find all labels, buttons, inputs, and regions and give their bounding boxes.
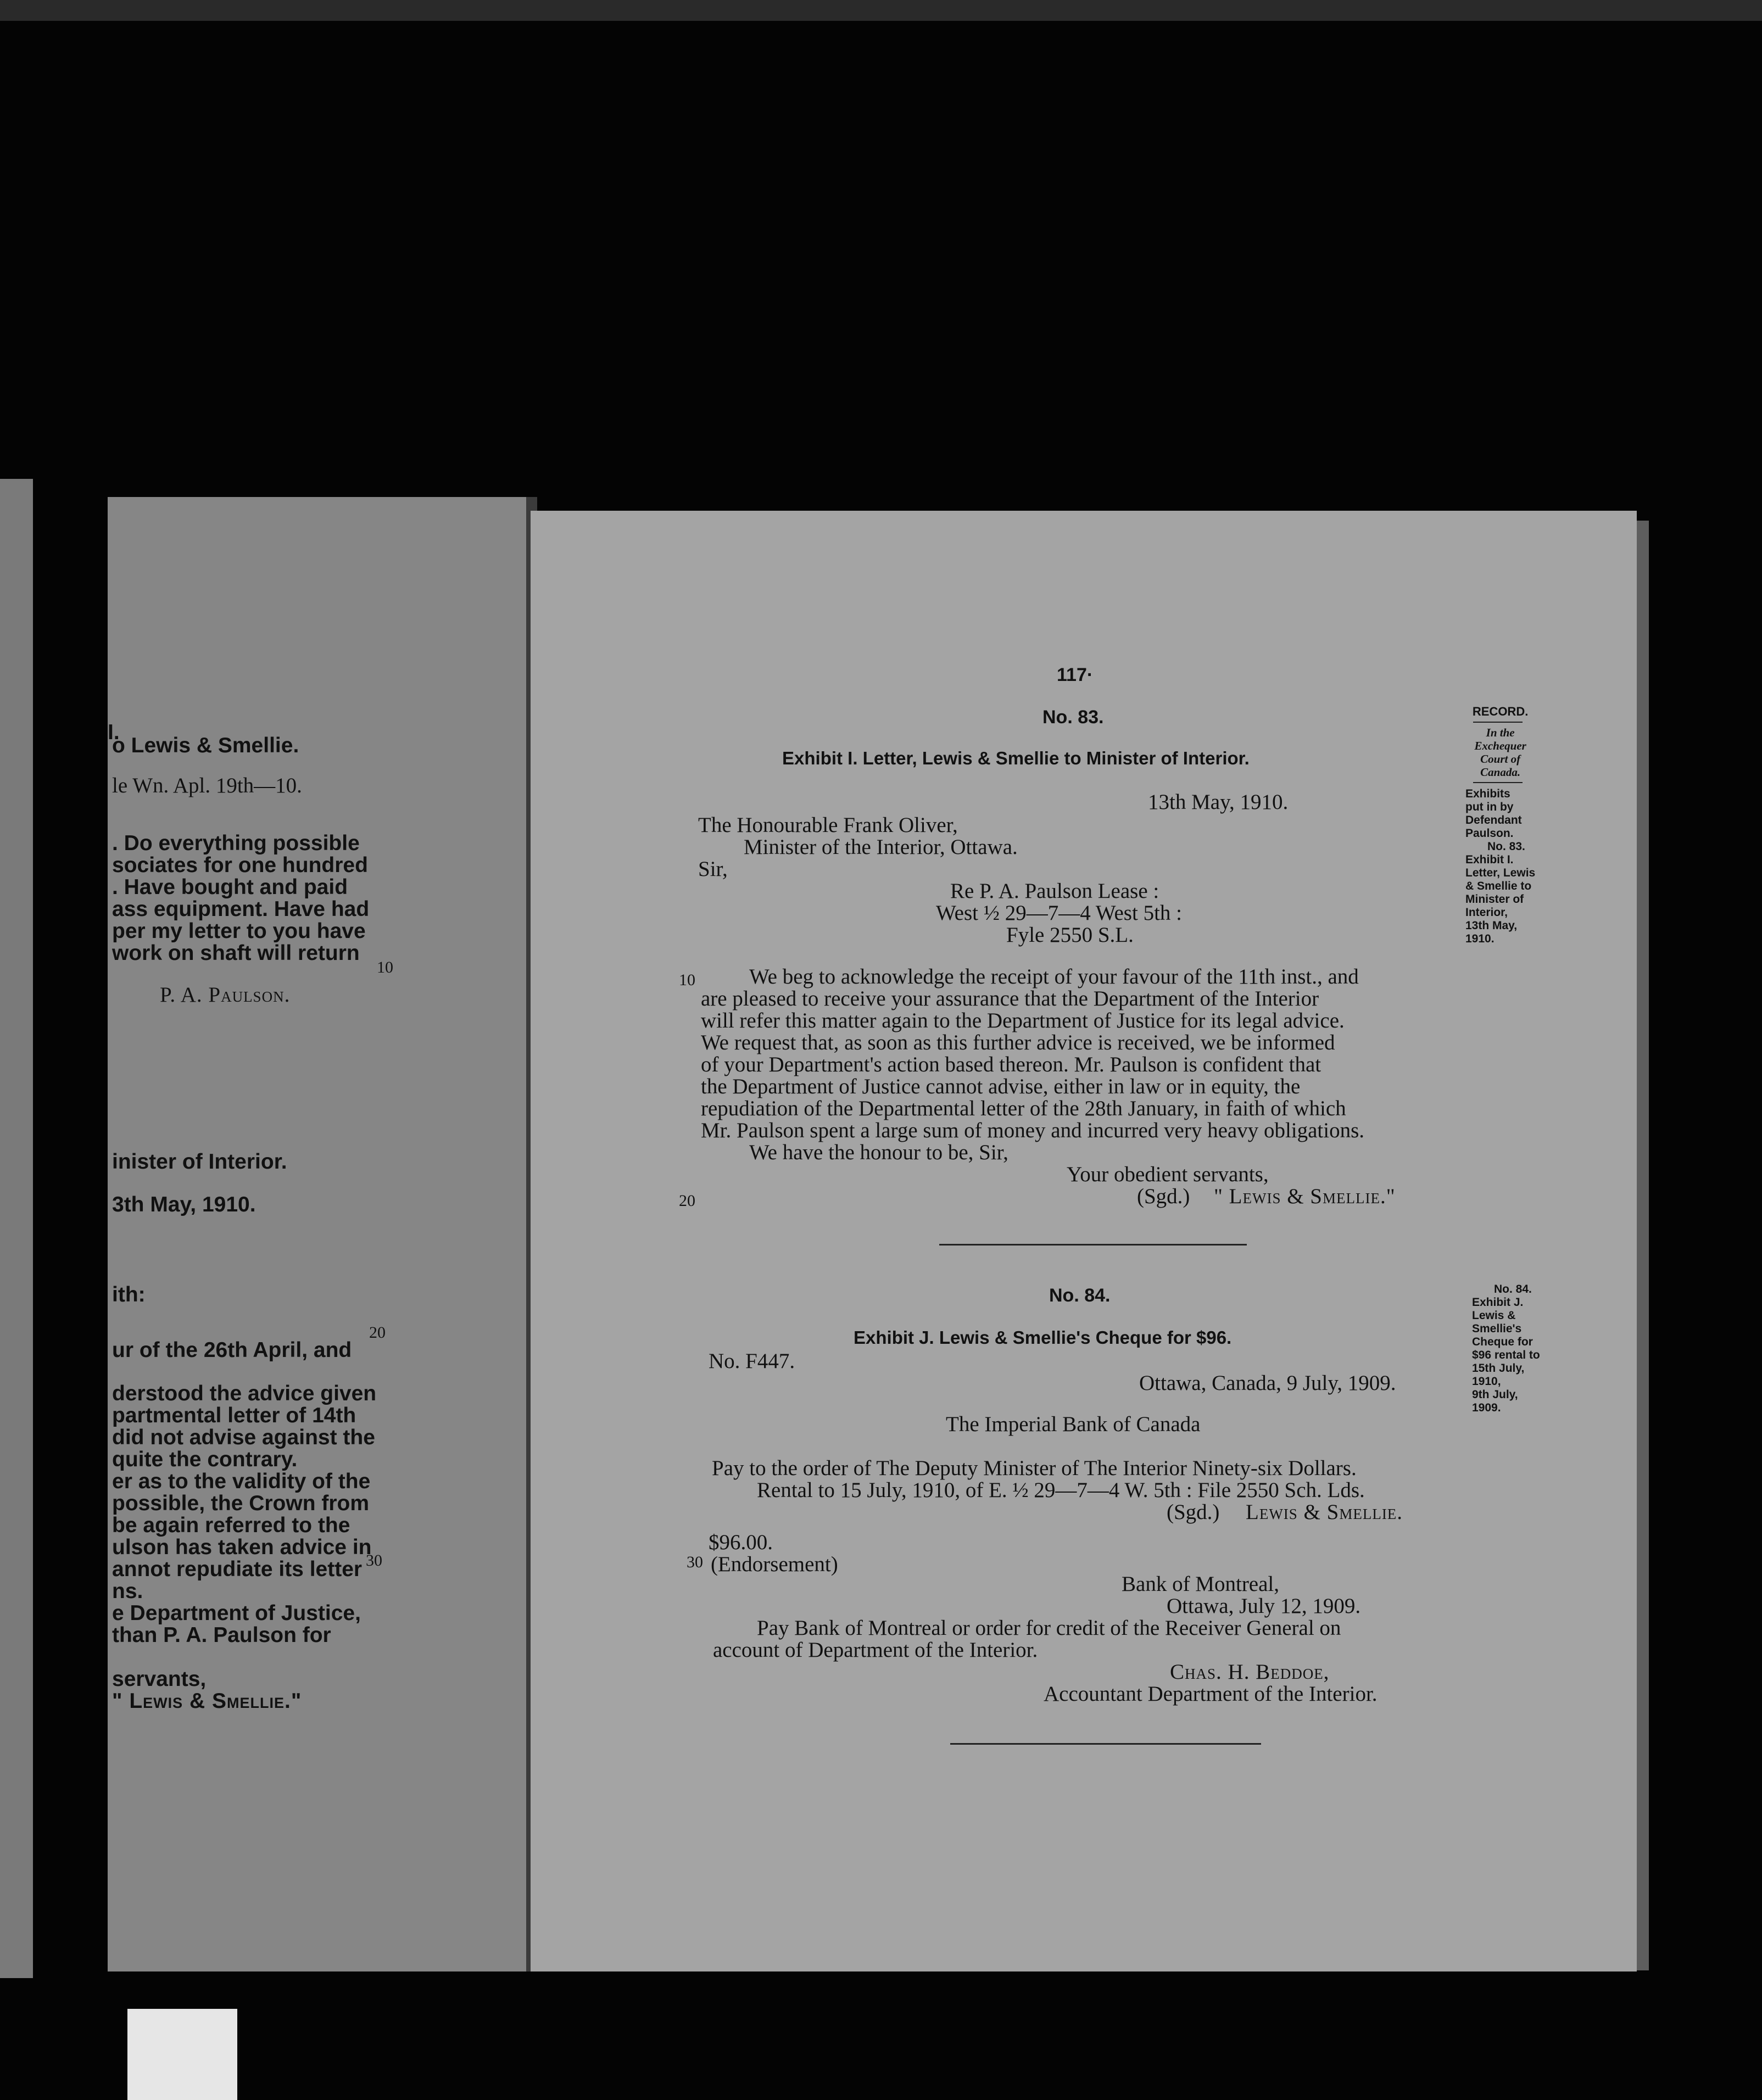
left-text-line: er as to the validity of the: [112, 1470, 371, 1493]
margin-line: 1910.: [1465, 932, 1495, 945]
doc84-bank: The Imperial Bank of Canada: [946, 1412, 1201, 1436]
left-text-line: ith:: [112, 1283, 146, 1306]
left-text-line: derstood the advice given: [112, 1382, 377, 1405]
doc83-heading: Exhibit I. Letter, Lewis & Smellie to Minister of Interior.: [782, 748, 1250, 768]
doc84-number: No. 84.: [1049, 1285, 1111, 1306]
line-number: 10: [377, 958, 393, 976]
left-text-line: e Department of Justice,: [112, 1601, 361, 1625]
left-text-line: per my letter to you have: [112, 919, 366, 943]
doc84-pay-line: Pay to the order of The Deputy Minister of The Interior Ninety-six Dollars.: [712, 1456, 1357, 1480]
doc83-body-line: repudiation of the Departmental letter of the 28th January, in faith of which: [701, 1097, 1346, 1120]
margin-line: 13th May,: [1465, 919, 1518, 932]
doc83-re: Fyle 2550 S.L.: [1006, 923, 1134, 947]
doc84-signature-prefix: (Sgd.): [1167, 1500, 1220, 1524]
doc83-body-line: Mr. Paulson spent a large sum of money and incurred very heavy obligations.: [701, 1119, 1365, 1142]
doc83-body-line: We beg to acknowledge the receipt of your favour of the 11th inst., and: [749, 965, 1359, 988]
line-number: 30: [366, 1551, 382, 1570]
margin-line: 1910,: [1472, 1375, 1501, 1388]
left-page: [108, 497, 531, 1971]
court-line: Exchequer: [1474, 739, 1526, 752]
doc83-addressee: Minister of the Interior, Ottawa.: [744, 835, 1018, 859]
left-text-line: ulson has taken advice in: [112, 1535, 372, 1559]
left-text-line: le Wn. Apl. 19th—10.: [112, 774, 302, 797]
left-text-line: sociates for one hundred: [112, 853, 368, 877]
margin-line: Defendant: [1465, 814, 1522, 826]
film-tab: [127, 2009, 237, 2100]
doc83-salutation: Sir,: [698, 857, 728, 881]
doc83-body-line: are pleased to receive your assurance that the Department of the Interior: [701, 987, 1319, 1010]
doc83-re: West ½ 29—7—4 West 5th :: [936, 901, 1182, 925]
margin-line: 15th July,: [1472, 1362, 1525, 1375]
film-edge-top: [0, 0, 1762, 21]
margin-line: Cheque for: [1472, 1336, 1533, 1348]
margin-line: Paulson.: [1465, 827, 1514, 840]
doc83-body-line: the Department of Justice cannot advise, either in law or in equity, the: [701, 1075, 1301, 1098]
left-text-line: servants,: [112, 1667, 207, 1691]
left-text-line: I.: [108, 721, 120, 744]
doc84-signer: Chas. H. Beddoe,: [1170, 1660, 1330, 1684]
line-number: 10: [679, 971, 695, 989]
left-text-line: ass equipment. Have had: [112, 897, 370, 921]
margin-line: Exhibit J.: [1472, 1296, 1524, 1309]
left-text-line: annot repudiate its letter: [112, 1557, 363, 1581]
edge-fragment: [0, 714, 12, 719]
margin-line: Letter, Lewis: [1465, 867, 1536, 879]
left-text-line: . Do everything possible: [112, 831, 360, 855]
margin-line: Exhibits: [1465, 788, 1510, 800]
doc84-endorse-line: account of Department of the Interior.: [713, 1638, 1038, 1662]
left-signature: " Lewis & Smellie.": [112, 1689, 302, 1713]
left-heading: inister of Interior.: [112, 1150, 287, 1174]
left-text-line: than P. A. Paulson for: [112, 1623, 331, 1647]
previous-page-edge: [0, 479, 33, 1978]
left-date: 3th May, 1910.: [112, 1193, 256, 1216]
margin-line: put in by: [1465, 801, 1514, 813]
line-number: 20: [679, 1192, 695, 1210]
doc83-closing: We have the honour to be, Sir,: [749, 1141, 1008, 1164]
left-text-line: ur of the 26th April, and: [112, 1338, 352, 1362]
section-divider: [939, 1244, 1247, 1246]
doc83-re: Re P. A. Paulson Lease :: [950, 879, 1159, 903]
line-number: 20: [369, 1323, 386, 1342]
edge-fragment: [14, 714, 25, 719]
doc83-signature: " Lewis & Smellie.": [1214, 1185, 1396, 1208]
court-line: Court of: [1480, 752, 1521, 766]
court-line: Canada.: [1480, 766, 1521, 779]
left-signature: P. A. Paulson.: [160, 983, 291, 1007]
doc84-date: Ottawa, Canada, 9 July, 1909.: [1139, 1371, 1396, 1395]
doc84-signature: Lewis & Smellie.: [1246, 1500, 1403, 1524]
doc83-body-line: will refer this matter again to the Department of Justice for its legal advice.: [701, 1009, 1345, 1032]
left-text-line: work on shaft will return: [112, 941, 360, 965]
margin-line: Interior,: [1465, 906, 1508, 919]
section-divider: [950, 1743, 1261, 1745]
doc83-valediction: Your obedient servants,: [1067, 1163, 1269, 1186]
court-line: In the: [1486, 726, 1515, 739]
doc84-signer-title: Accountant Department of the Interior.: [1044, 1682, 1378, 1706]
page-number: 117·: [1057, 664, 1094, 685]
margin-record-note: [1465, 705, 1535, 946]
left-text-line: be again referred to the: [112, 1513, 350, 1537]
margin-line: Minister of: [1465, 893, 1524, 906]
left-text-line: quite the contrary.: [112, 1448, 298, 1471]
margin-line: $96 rental to: [1472, 1349, 1540, 1361]
left-text-line: o Lewis & Smellie.: [112, 734, 299, 757]
line-number: 30: [687, 1553, 703, 1571]
page-edge: [1637, 521, 1649, 1970]
left-text-line: ns.: [112, 1579, 143, 1603]
doc84-amount: $96.00.: [709, 1531, 773, 1554]
margin-cheque-note: [1472, 1283, 1540, 1415]
margin-line: & Smellie to: [1465, 880, 1532, 892]
margin-line: Smellie's: [1472, 1322, 1522, 1335]
margin-line: Exhibit I.: [1465, 853, 1514, 866]
left-text-line: . Have bought and paid: [112, 875, 348, 899]
left-text-line: did not advise against the: [112, 1426, 375, 1449]
margin-line: Lewis &: [1472, 1309, 1516, 1322]
doc83-body-line: of your Department's action based thereon. Mr. Paulson is confident that: [701, 1053, 1322, 1076]
margin-line: No. 84.: [1494, 1283, 1532, 1295]
doc84-heading: Exhibit J. Lewis & Smellie's Cheque for $96.: [854, 1327, 1232, 1348]
doc84-endorse-line: Pay Bank of Montreal or order for credit of the Receiver General on: [757, 1616, 1341, 1640]
doc84-endorse-bank: Bank of Montreal,: [1122, 1572, 1280, 1596]
left-text-line: partmental letter of 14th: [112, 1404, 356, 1427]
doc84-cheque-no: No. F447.: [709, 1349, 795, 1373]
doc83-signature-prefix: (Sgd.): [1137, 1185, 1190, 1208]
doc84-endorse-date: Ottawa, July 12, 1909.: [1167, 1594, 1361, 1618]
record-label: RECORD.: [1472, 705, 1529, 718]
doc83-addressee: The Honourable Frank Oliver,: [698, 813, 958, 837]
margin-line: 9th July,: [1472, 1388, 1518, 1401]
left-text-line: possible, the Crown from: [112, 1492, 370, 1515]
margin-line: No. 83.: [1487, 840, 1525, 853]
margin-line: 1909.: [1472, 1401, 1501, 1414]
doc83-body-line: We request that, as soon as this further advice is received, we be informed: [701, 1031, 1335, 1054]
doc83-date: 13th May, 1910.: [1148, 790, 1289, 814]
doc84-rental-line: Rental to 15 July, 1910, of E. ½ 29—7—4 W. 5th : File 2550 Sch. Lds.: [757, 1478, 1365, 1502]
doc83-number: No. 83.: [1042, 707, 1104, 728]
doc84-endorsement: (Endorsement): [711, 1552, 838, 1576]
